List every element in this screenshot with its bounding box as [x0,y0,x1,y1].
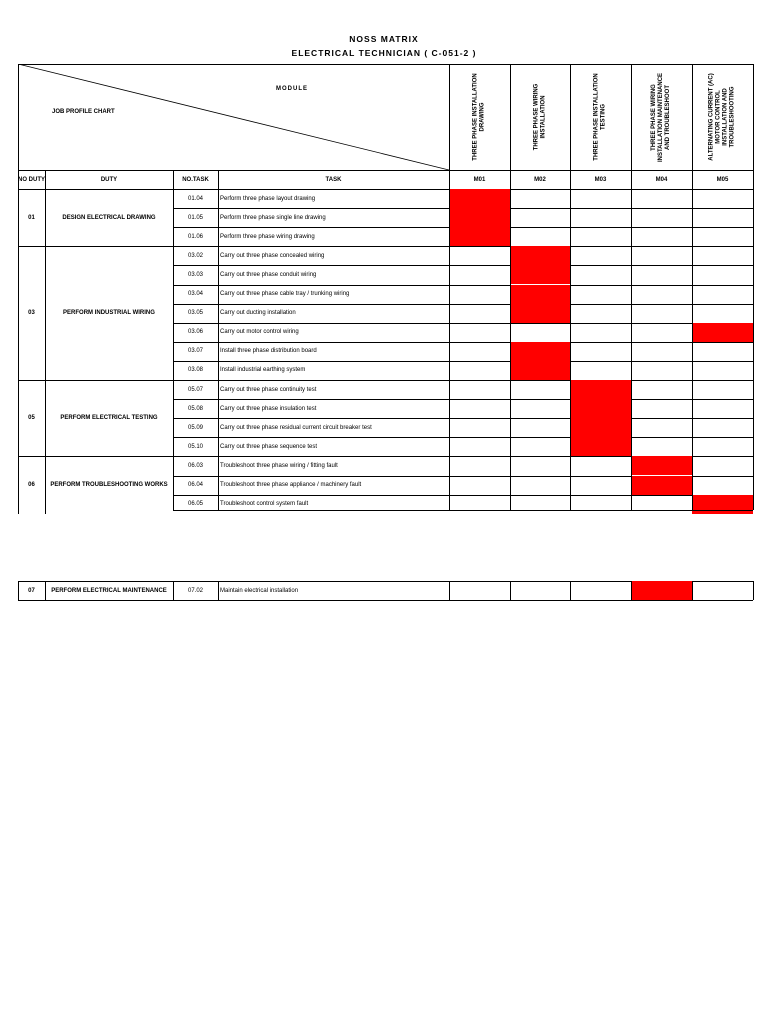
corner-diagonal [18,64,449,170]
grid-line-v [449,581,450,600]
grid-line-v [510,189,511,510]
module-title-text: THREE PHASE WIRING INSTALLATION [533,83,547,151]
grid-line-v [631,581,632,600]
task-number: 01.06 [187,233,203,240]
task-number: 03.06 [187,329,203,336]
task-number: 05.07 [187,386,203,393]
col-header-m02: M02 [534,176,546,183]
task-description: Install three phase distribution board [220,348,317,355]
task-number: 03.05 [187,310,203,317]
module-title-m02 [510,64,570,170]
job-profile-chart-label: JOB PROFILE CHART [52,109,115,115]
grid-line-v [753,189,754,510]
duty-name: DESIGN ELECTRICAL DRAWING [62,214,156,221]
task-description: Perform three phase single line drawing [220,214,326,221]
task-description: Troubleshoot control system fault [220,501,309,508]
task-number: 06.05 [187,501,203,508]
mapping-cell-m03 [570,380,631,399]
duty-number: 01 [28,214,35,221]
task-description: Perform three phase layout drawing [220,195,316,202]
task-description: Carry out three phase sequence test [220,443,318,450]
mapping-cell-m03 [570,437,631,456]
col-header-m04: M04 [655,176,668,183]
col-header-task: TASK [325,176,342,183]
module-title-text: ALTERNATING CURRENT (AC) MOTOR CONTROL INSTALLATION AND TROUBLESHOOTING [708,73,736,161]
grid-line-v [173,189,174,510]
module-title-m01 [449,64,510,170]
task-number: 06.03 [187,462,203,469]
mapping-cell-m03 [570,399,631,418]
grid-line-v [173,581,174,600]
mapping-cell-m01 [449,208,510,227]
col-header-m03: M03 [594,176,607,183]
grid-line-v [692,581,693,600]
module-title-text: THREE PHASE INSTALLATION TESTING [593,73,607,161]
col-header-no-task: NO.TASK [182,176,209,183]
task-description: Carry out three phase concealed wiring [220,252,325,259]
task-number: 03.02 [187,252,203,259]
grid-line-v [753,581,754,600]
grid-line-v [18,189,19,514]
duty-name: PERFORM ELECTRICAL MAINTENANCE [51,587,167,594]
duty-number: 05 [28,415,35,422]
task-description: Troubleshoot three phase wiring / fitting fault [220,462,338,469]
task-number: 01.04 [187,195,203,202]
mapping-cell-m05 [692,323,753,342]
task-description: Maintain electrical installation [220,587,299,594]
task-description: Troubleshoot three phase appliance / machinery fault [220,482,362,489]
grid-line-v [692,189,693,510]
grid-line-v [753,64,754,170]
mapping-cell-m04 [631,476,692,495]
mapping-cell-m02 [510,285,570,304]
task-number: 03.03 [187,271,203,278]
mapping-cell-m02 [510,342,570,361]
mapping-cell-m01 [449,227,510,246]
mapping-cell-m01 [449,189,510,208]
module-title-text: THREE PHASE INSTALLATION DRAWING [472,73,486,161]
grid-line-h [173,510,753,511]
grid-line-v [510,581,511,600]
task-number: 03.07 [187,348,203,355]
duty-name: PERFORM ELECTRICAL TESTING [60,415,158,422]
task-description: Carry out ducting installation [220,310,296,317]
duty-number: 03 [28,310,35,317]
task-number: 05.10 [187,443,203,450]
module-title-m05 [692,64,753,170]
task-description: Carry out motor control wiring [220,329,299,336]
task-description: Perform three phase wiring drawing [220,233,315,240]
grid-line-v [631,189,632,510]
mapping-cell-m02 [510,361,570,380]
task-description: Install industrial earthing system [220,367,306,374]
mapping-cell-m03 [570,418,631,437]
mapping-cell-m02 [510,265,570,284]
grid-line-v [570,189,571,510]
grid-line-v [218,189,219,510]
grid-line-v [753,170,754,189]
col-header-duty: DUTY [100,176,118,183]
grid-line-v [570,581,571,600]
task-number: 01.05 [187,214,203,221]
task-number: 03.04 [187,291,203,298]
task-description: Carry out three phase insulation test [220,405,317,412]
grid-line-v [45,581,46,600]
task-number: 05.09 [187,424,203,431]
task-number: 07.02 [187,587,203,594]
duty-number: 06 [28,482,35,489]
module-label: MODULE [276,86,308,92]
mapping-cell-m05 [692,495,753,514]
duty-number: 07 [28,587,35,594]
corner-diagonal-line [18,64,449,170]
mapping-cell-m04 [631,581,692,600]
duty-name: PERFORM INDUSTRIAL WIRING [63,310,155,317]
task-description: Carry out three phase cable tray / trunking wiring [220,291,350,298]
module-title-m04 [631,64,692,170]
task-number: 06.04 [187,482,203,489]
task-description: Carry out three phase continuity test [220,386,317,393]
title-line-2: ELECTRICAL TECHNICIAN ( C-051-2 ) [291,48,477,58]
col-header-m01: M01 [473,176,486,183]
grid-line-v [45,189,46,514]
task-description: Carry out three phase residual current circuit breaker test [220,424,372,431]
title-line-1: NOSS MATRIX [349,34,419,44]
mapping-cell-m04 [631,456,692,475]
module-title-m03 [570,64,631,170]
col-header-no-duty: NO DUTY [18,176,45,183]
grid-line-v [218,581,219,600]
task-number: 05.08 [187,405,203,412]
col-header-m05: M05 [716,176,729,183]
task-description: Carry out three phase conduit wiring [220,271,317,278]
mapping-cell-m02 [510,304,570,323]
mapping-cell-m02 [510,246,570,265]
module-title-text: THREE PHASE WIRING INSTALLATION MAINTENANCE AND TROUBLESHOOT [651,72,672,162]
grid-line-h [18,600,753,601]
task-number: 03.08 [187,367,203,374]
grid-line-v [18,581,19,600]
duty-name: PERFORM TROUBLESHOOTING WORKS [50,482,168,489]
grid-line-v [449,189,450,510]
